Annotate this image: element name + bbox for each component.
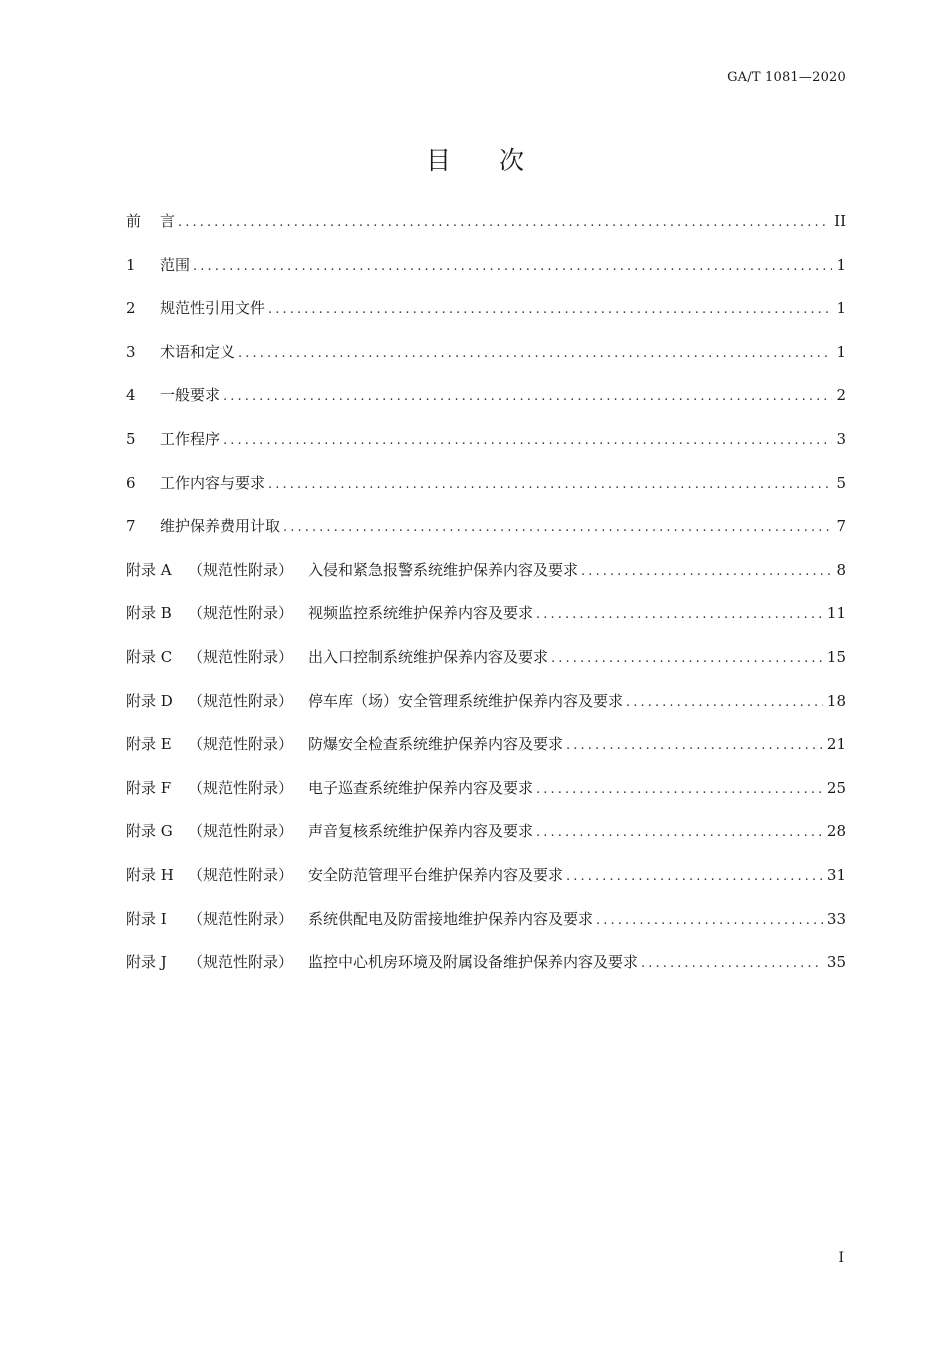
toc-entry-number: 1: [126, 255, 136, 274]
toc-dot-leader: [536, 825, 823, 840]
toc-entry-text: 入侵和紧急报警系统维护保养内容及要求: [308, 560, 579, 579]
toc-entry-number: 7: [126, 517, 136, 536]
toc-entry-page: 2: [836, 386, 846, 405]
toc-entry-label: [126, 297, 268, 318]
toc-appendix-label: 附录 E: [126, 735, 172, 754]
toc-appendix-kind: （规范性附录）: [188, 865, 294, 884]
toc-dot-leader: [178, 215, 830, 230]
toc-entry-page: 5: [836, 473, 846, 492]
toc-entry-7[interactable]: [126, 515, 846, 559]
toc-entry-number: 6: [126, 473, 136, 492]
toc-entry-5[interactable]: [126, 428, 846, 472]
toc-entry-label: [126, 646, 551, 667]
toc-dot-leader: [238, 346, 832, 361]
toc-entry-text: 停车库（场）安全管理系统维护保养内容及要求: [308, 691, 624, 710]
toc-entry-label: [126, 384, 223, 405]
toc-entry-text: 术语和定义: [160, 342, 236, 361]
toc-dot-leader: [581, 564, 832, 579]
toc-entry-page: 1: [836, 299, 846, 318]
toc-entry-text: 工作内容与要求: [160, 473, 266, 492]
toc-entry-page: 1: [836, 255, 846, 274]
toc-entry-page: II: [834, 212, 846, 230]
toc-dot-leader: [596, 913, 823, 928]
toc-entry-page: 18: [826, 691, 846, 710]
toc-entry-label: [126, 341, 238, 362]
toc-dot-leader: [641, 956, 823, 971]
toc-entry-label: [126, 690, 626, 711]
toc-appendix-i[interactable]: [126, 908, 846, 952]
toc-entry-number: 2: [126, 299, 136, 318]
toc-appendix-h[interactable]: [126, 864, 846, 908]
toc-entry-page: 31: [826, 865, 846, 884]
toc-entry-page: 15: [826, 647, 846, 666]
toc-entry-text: 规范性引用文件: [160, 299, 266, 318]
document-number: GA/T 1081—2020: [727, 70, 846, 85]
toc-entry-foreword[interactable]: [126, 210, 846, 254]
toc-dot-leader: [193, 259, 832, 274]
toc-appendix-label: 附录 F: [126, 778, 172, 797]
toc-entry-text: 监控中心机房环境及附属设备维护保养内容及要求: [308, 953, 639, 972]
toc-entry-number: 4: [126, 386, 136, 405]
toc-dot-leader: [566, 869, 823, 884]
toc-dot-leader: [536, 782, 823, 797]
toc-appendix-kind: （规范性附录）: [188, 909, 294, 928]
toc-entry-label: [126, 820, 536, 841]
toc-entry-label: [126, 428, 223, 449]
toc-entry-label: [126, 733, 566, 754]
page-title: 目 次: [426, 146, 544, 175]
toc-appendix-label: 附录 G: [126, 822, 173, 841]
toc-dot-leader: [566, 738, 823, 753]
toc-appendix-e[interactable]: [126, 733, 846, 777]
toc-appendix-kind: （规范性附录）: [188, 604, 294, 623]
toc-entry-label: [126, 602, 536, 623]
toc-appendix-kind: （规范性附录）: [188, 778, 294, 797]
toc-entry-text: 声音复核系统维护保养内容及要求: [308, 822, 534, 841]
toc-list: [126, 210, 846, 995]
toc-appendix-j[interactable]: [126, 951, 846, 995]
toc-entry-text: 工作程序: [160, 429, 221, 448]
toc-appendix-d[interactable]: [126, 690, 846, 734]
toc-dot-leader: [551, 651, 823, 666]
toc-dot-leader: [223, 433, 832, 448]
toc-appendix-a[interactable]: [126, 559, 846, 603]
toc-entry-3[interactable]: [126, 341, 846, 385]
toc-entry-page: 21: [826, 735, 846, 754]
toc-entry-label: [126, 210, 178, 231]
toc-entry-2[interactable]: [126, 297, 846, 341]
toc-appendix-label: 附录 I: [126, 909, 167, 928]
toc-entry-label: [126, 515, 283, 536]
toc-entry-page: 28: [826, 822, 846, 841]
toc-appendix-c[interactable]: [126, 646, 846, 690]
toc-appendix-kind: （规范性附录）: [188, 691, 294, 710]
toc-entry-number: 5: [126, 429, 136, 448]
toc-appendix-kind: （规范性附录）: [188, 735, 294, 754]
toc-entry-number: 前: [126, 212, 142, 230]
toc-appendix-f[interactable]: [126, 777, 846, 821]
page-number: I: [838, 1250, 844, 1266]
toc-entry-label: [126, 472, 268, 493]
toc-appendix-label: 附录 B: [126, 604, 172, 623]
toc-entry-label: [126, 951, 641, 972]
toc-entry-1[interactable]: [126, 254, 846, 298]
toc-entry-label: [126, 908, 596, 929]
toc-entry-page: 11: [826, 604, 846, 623]
toc-appendix-label: 附录 J: [126, 953, 167, 972]
toc-entry-label: [126, 254, 193, 275]
toc-entry-text: 视频监控系统维护保养内容及要求: [308, 604, 534, 623]
toc-dot-leader: [626, 695, 823, 710]
toc-entry-text: 系统供配电及防雷接地维护保养内容及要求: [308, 909, 594, 928]
toc-entry-page: 1: [836, 342, 846, 361]
toc-entry-text: 防爆安全检查系统维护保养内容及要求: [308, 735, 564, 754]
toc-appendix-label: 附录 D: [126, 691, 173, 710]
toc-entry-page: 35: [826, 953, 846, 972]
toc-dot-leader: [223, 389, 832, 404]
toc-entry-page: 8: [836, 560, 846, 579]
toc-appendix-label: 附录 C: [126, 647, 173, 666]
toc-appendix-kind: （规范性附录）: [188, 647, 294, 666]
toc-entry-label: [126, 777, 536, 798]
toc-dot-leader: [536, 607, 823, 622]
toc-entry-text: 安全防范管理平台维护保养内容及要求: [308, 865, 564, 884]
toc-appendix-label: 附录 H: [126, 865, 174, 884]
toc-dot-leader: [268, 302, 832, 317]
toc-appendix-kind: （规范性附录）: [188, 822, 294, 841]
toc-entry-4[interactable]: [126, 384, 846, 428]
toc-appendix-b[interactable]: [126, 602, 846, 646]
toc-dot-leader: [268, 477, 832, 492]
toc-entry-page: 25: [826, 778, 846, 797]
toc-dot-leader: [283, 520, 832, 535]
toc-entry-text: 电子巡查系统维护保养内容及要求: [308, 778, 534, 797]
toc-appendix-kind: （规范性附录）: [188, 953, 294, 972]
toc-entry-page: 7: [836, 517, 846, 536]
toc-appendix-kind: （规范性附录）: [188, 560, 294, 579]
toc-entry-text: 范围: [160, 255, 191, 274]
toc-entry-label: [126, 864, 566, 885]
toc-entry-6[interactable]: [126, 472, 846, 516]
toc-appendix-g[interactable]: [126, 820, 846, 864]
toc-entry-text: 维护保养费用计取: [160, 517, 281, 536]
toc-entry-label: [126, 559, 581, 580]
toc-entry-text: 出入口控制系统维护保养内容及要求: [308, 647, 549, 666]
toc-entry-number: 3: [126, 342, 136, 361]
toc-appendix-label: 附录 A: [126, 560, 172, 579]
toc-entry-text: 一般要求: [160, 386, 221, 405]
toc-entry-text: 言: [160, 212, 176, 230]
toc-entry-page: 33: [826, 909, 846, 928]
toc-entry-page: 3: [836, 429, 846, 448]
